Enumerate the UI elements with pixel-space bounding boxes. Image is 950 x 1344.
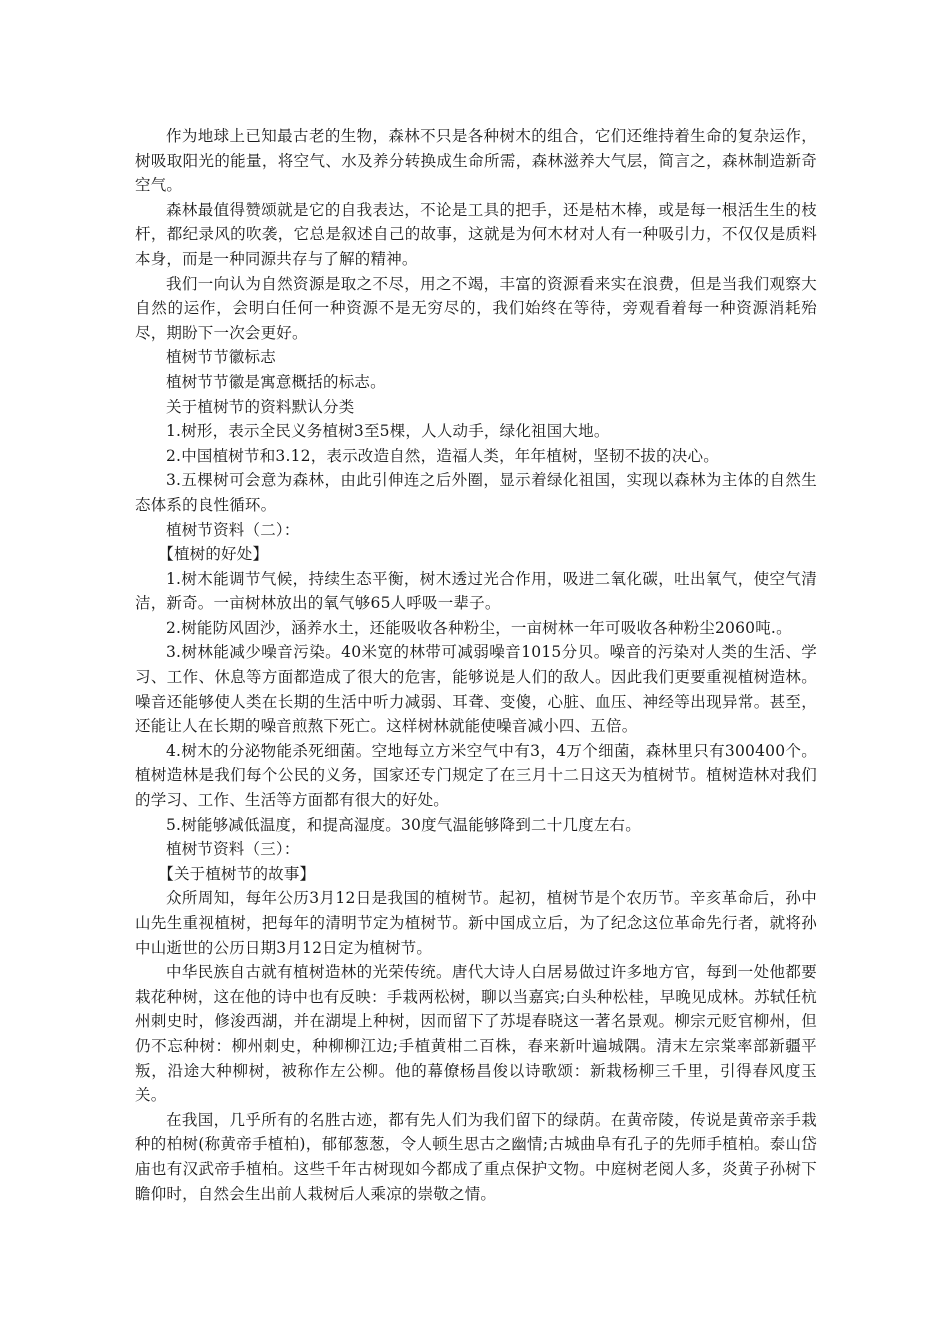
- list-item-benefit-3: 3.树林能减少噪音污染。40米宽的林带可减弱噪音1015分贝。噪音的污染对人类的生活、学习、工作、休息等方面都造成了很大的危害，能够说是人们的敌人。因此我们更要重视植树造林。噪音还能够使人类在长期的生活中听力减弱、耳聋、变傻，心脏、血压、神经等出现异常。甚至，还能让人在长期的噪音煎熬下死亡。这样树林就能使噪音减小四、五倍。: [135, 643, 817, 736]
- heading-benefits: 【植树的好处】: [158, 545, 269, 564]
- list-item-benefit-1: 1.树木能调节气候，持续生态平衡，树木透过光合作用，吸进二氧化碳，吐出氧气，使空气清洁，新奇。一亩树林放出的氧气够65人呼吸一辈子。: [135, 569, 817, 613]
- heading-emblem-category: 关于植树节的资料默认分类: [166, 397, 355, 416]
- heading-stories: 【关于植树节的故事】: [158, 864, 316, 883]
- paragraph-forest-intro: 作为地球上已知最古老的生物，森林不只是各种树木的组合，它们还维持着生命的复杂运作，树吸取阳光的能量，将空气、水及养分转换成生命所需，森林滋养大气层，简言之，森林制造新奇空气。: [135, 127, 817, 195]
- list-item-emblem-2: 2.中国植树节和3.12，表示改造自然，造福人类，年年植树，坚韧不拔的决心。: [166, 446, 719, 465]
- list-item-emblem-3: 3.五棵树可会意为森林，由此引伸连之后外圈，显示着绿化祖国，实现以森林为主体的自然生态体系的良性循环。: [135, 471, 817, 514]
- heading-section-three: 植树节资料（三）：: [166, 840, 300, 859]
- list-item-benefit-2: 2.树能防风固沙，涵养水土，还能吸收各种粉尘，一亩树林一年可吸收各种粉尘2060吨.。: [166, 618, 792, 637]
- list-item-emblem-1: 1.树形，表示全民义务植树3至5棵，人人动手，绿化祖国大地。: [166, 422, 610, 441]
- paragraph-natural-resources: 我们一向认为自然资源是取之不尽，用之不竭，丰富的资源看来实在浪费，但是当我们观察大自然的运作，会明白任何一种资源不是无穷尽的，我们始终在等待，旁观看着每一种资源消耗殆尽，期盼下一次会更好。: [135, 274, 817, 342]
- paragraph-arbor-day-origin: 众所周知，每年公历3月12日是我国的植树节。起初，植树节是个农历节。辛亥革命后，孙中山先生重视植树，把每年的清明节定为植树节。新中国成立后，为了纪念这位革命先行者，就将孙中山逝世的公历日期3月12日定为植树节。: [135, 889, 817, 957]
- paragraph-ancient-trees: 在我国，几乎所有的名胜古迹，都有先人们为我们留下的绿荫。在黄帝陵，传说是黄帝亲手栽种的柏树(称黄帝手植柏)，郁郁葱葱，令人顿生思古之幽情;古城曲阜有孔子的先师手植柏。泰山岱庙也有汉武帝手植柏。这些千年古树现如今都成了重点保护文物。中庭树老阅人多，炎黄子孙树下瞻仰时，自然会生出前人栽树后人乘凉的崇敬之情。: [135, 1110, 817, 1203]
- list-item-benefit-4: 4.树木的分泌物能杀死细菌。空地每立方米空气中有3，4万个细菌，森林里只有300400个。植树造林是我们每个公民的义务，国家还专门规定了在三月十二日这天为植树节。植树造林对我们的学习、工作、生活等方面都有很大的好处。: [135, 741, 817, 810]
- list-item-benefit-5: 5.树能够减低温度，和提高湿度。30度气温能够降到二十几度左右。: [166, 815, 641, 834]
- paragraph-forest-expression: 森林最值得赞颂就是它的自我表达，不论是工具的把手，还是枯木棒，或是每一根活生生的枝杆，都纪录风的吹袭，它总是叙述自己的故事，这就是为何木材对人有一种吸引力，不仅仅是质料本身，而是一种同源共存与了解的精神。: [135, 200, 817, 268]
- paragraph-emblem-meaning: 植树节节徽是寓意概括的标志。: [166, 372, 386, 391]
- heading-section-two: 植树节资料（二）：: [166, 520, 300, 539]
- heading-emblem: 植树节节徽标志: [166, 348, 276, 367]
- document-body: [135, 124, 817, 1206]
- paragraph-planting-tradition: 中华民族自古就有植树造林的光荣传统。唐代大诗人白居易做过许多地方官，每到一处他都要栽花种树，这在他的诗中也有反映：手栽两松树，聊以当嘉宾;白头种松桂，早晚见成林。苏轼任杭州刺史时，修浚西湖，并在湖堤上种树，因而留下了苏堤春晓这一著名景观。柳宗元贬官柳州，但仍不忘种树：柳州刺史，种柳柳江边;手植黄柑二百株，春来新叶遍城隅。清末左宗棠率部新疆平叛，沿途大种柳树，被称作左公柳。他的幕僚杨昌俊以诗歌颂：新栽杨柳三千里，引得春风度玉关。: [135, 963, 817, 1105]
